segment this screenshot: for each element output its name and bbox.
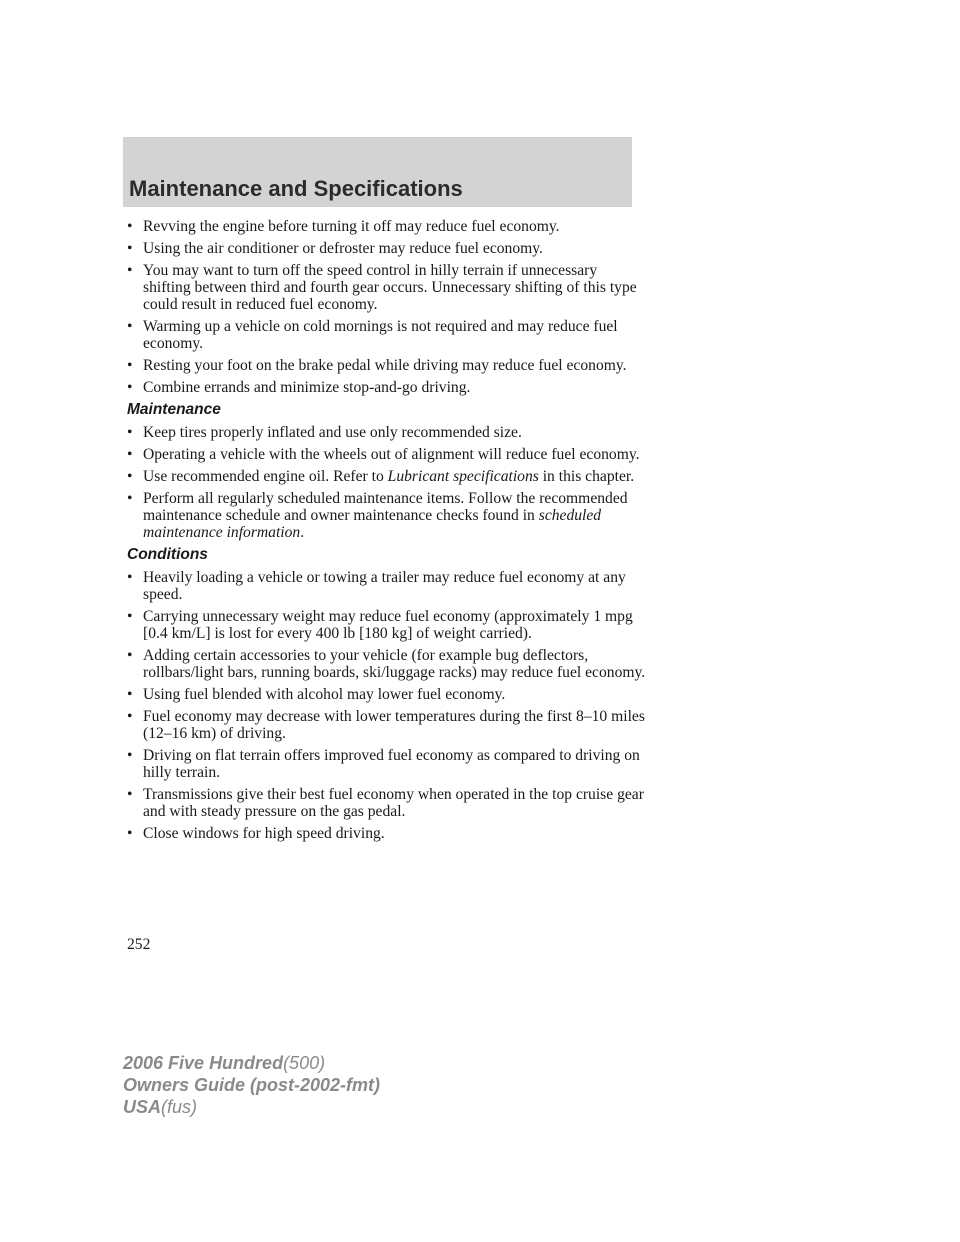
list-item-text: Driving on flat terrain offers improved fuel economy as compared to driving on hilly terrain. (143, 747, 640, 781)
bullet-icon: • (127, 647, 133, 664)
list-item-text (143, 468, 634, 485)
bullet-icon: • (127, 468, 133, 485)
list-item-text: Revving the engine before turning it off may reduce fuel economy. (143, 218, 560, 235)
bullet-icon: • (127, 446, 133, 463)
list-item-text: Adding certain accessories to your vehicle (for example bug deflectors, rollbars/light bars, running boards, ski/luggage racks) may reduce fuel economy. (143, 647, 646, 681)
list-item-text (143, 490, 628, 541)
footer-market-code: (fus) (161, 1097, 198, 1117)
list-item (127, 424, 647, 441)
list-item-text-part: . (300, 524, 305, 541)
cross-reference: Lubricant specifications (387, 468, 539, 485)
list-item (127, 647, 647, 681)
list-item-text: Using fuel blended with alcohol may lower fuel economy. (143, 686, 506, 703)
list-item-text: Fuel economy may decrease with lower temperatures during the first 8–10 miles (12–16 km) of driving. (143, 708, 645, 742)
bullet-icon: • (127, 608, 133, 625)
list-item-text-part: Use recommended engine oil. Refer to (143, 468, 388, 485)
footer-guide: Owners Guide (post-2002-fmt) (123, 1075, 381, 1095)
list-item-text-part: in this chapter. (538, 468, 635, 485)
list-item (127, 262, 647, 313)
list-item-text: Resting your foot on the brake pedal while driving may reduce fuel economy. (143, 357, 627, 374)
page-number: 252 (127, 936, 151, 953)
bullet-icon: • (127, 318, 133, 335)
list-item (127, 240, 647, 257)
list-item (127, 708, 647, 742)
list-item-text: Heavily loading a vehicle or towing a trailer may reduce fuel economy at any speed. (143, 569, 626, 603)
list-item (127, 686, 647, 703)
list-item-text: Using the air conditioner or defroster may reduce fuel economy. (143, 240, 543, 257)
bullet-icon: • (127, 379, 133, 396)
cross-reference: scheduled maintenance information (143, 507, 602, 541)
bullet-icon: • (127, 240, 133, 257)
list-item-text: Transmissions give their best fuel economy when operated in the top cruise gear and with steady pressure on the gas pedal. (143, 786, 644, 820)
maintenance-heading: Maintenance (127, 401, 221, 418)
list-item-text: Keep tires properly inflated and use only recommended size. (143, 424, 522, 441)
list-item-text: Operating a vehicle with the wheels out of alignment will reduce fuel economy. (143, 446, 640, 463)
document-footer (123, 1052, 380, 1118)
footer-model-code: (500) (283, 1053, 326, 1073)
list-item-text: Close windows for high speed driving. (143, 825, 385, 842)
list-item (127, 357, 647, 374)
list-item (127, 379, 647, 396)
bullet-icon: • (127, 708, 133, 725)
footer-market: USA (123, 1097, 162, 1117)
list-item (127, 786, 647, 820)
section-title: Maintenance and Specifications (129, 176, 463, 201)
list-item (127, 608, 647, 642)
list-item (127, 218, 647, 235)
bullet-icon: • (127, 424, 133, 441)
list-item-text: Combine errands and minimize stop-and-go driving. (143, 379, 471, 396)
page-content (127, 218, 647, 847)
bullet-icon: • (127, 825, 133, 842)
footer-line-1 (123, 1052, 380, 1074)
list-item (127, 446, 647, 463)
list-item (127, 825, 647, 842)
bullet-icon: • (127, 262, 133, 279)
bullet-icon: • (127, 569, 133, 586)
footer-model: 2006 Five Hundred (123, 1053, 284, 1073)
list-item (127, 318, 647, 352)
conditions-heading: Conditions (127, 546, 208, 563)
bullet-icon: • (127, 218, 133, 235)
bullet-icon: • (127, 747, 133, 764)
list-item-text: You may want to turn off the speed control in hilly terrain if unnecessary shifting between third and fourth gear occurs. Unnecessary shifting of this type could result in reduced fuel economy. (143, 262, 637, 313)
bullet-icon: • (127, 490, 133, 507)
list-item (127, 569, 647, 603)
list-item (127, 490, 647, 541)
footer-line-3 (123, 1096, 380, 1118)
footer-line-2 (123, 1074, 380, 1096)
list-item-text: Carrying unnecessary weight may reduce fuel economy (approximately 1 mpg [0.4 km/L] is lost for every 400 lb [180 kg] of weight carried). (143, 608, 633, 642)
list-item (127, 747, 647, 781)
bullet-icon: • (127, 786, 133, 803)
list-item-text-part: Perform all regularly scheduled maintenance items. Follow the recommended maintenance schedule and owner maintenance checks found in (143, 490, 628, 524)
list-item-text: Warming up a vehicle on cold mornings is not required and may reduce fuel economy. (143, 318, 618, 352)
bullet-icon: • (127, 357, 133, 374)
bullet-icon: • (127, 686, 133, 703)
list-item (127, 468, 647, 485)
